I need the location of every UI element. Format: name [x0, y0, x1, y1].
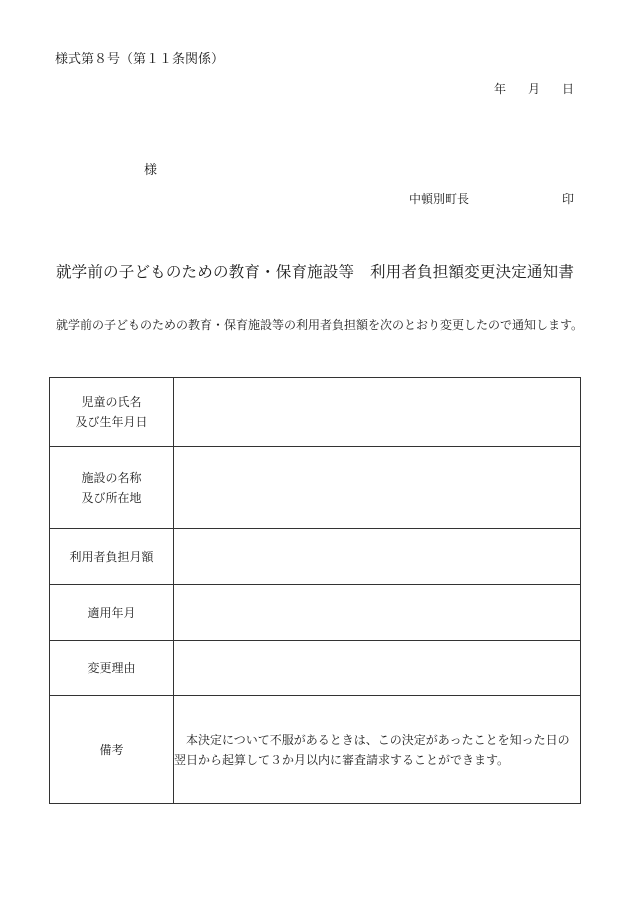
- value-effective-month: [174, 585, 581, 641]
- form-number: 様式第８号（第１１条関係）: [55, 52, 225, 67]
- label-line: 及び生年月日: [75, 415, 148, 429]
- table-row: [50, 641, 581, 696]
- value-monthly-fee: [174, 529, 581, 585]
- label-line: 変更理由: [87, 661, 136, 675]
- notice-table: [49, 377, 581, 804]
- label-line: 適用年月: [87, 605, 136, 620]
- date-day-label: 日: [561, 82, 574, 96]
- label-monthly-fee: [50, 529, 174, 585]
- label-change-reason: [50, 641, 174, 696]
- issuer-name: 中頓別町長: [409, 192, 470, 206]
- label-line: 利用者負担月額: [69, 549, 154, 564]
- recipient-suffix: 様: [144, 163, 158, 178]
- label-effective-month: [50, 585, 174, 641]
- label-line: 備考: [99, 742, 124, 757]
- table-row: [50, 696, 581, 804]
- label-facility-name-address: [50, 447, 174, 529]
- label-child-name-birthdate: [50, 378, 174, 447]
- table-row: [50, 447, 581, 529]
- document-title: 就学前の子どものための教育・保育施設等 利用者負担額変更決定通知書: [55, 263, 575, 281]
- label-remarks: [50, 696, 174, 804]
- value-change-reason: [174, 641, 581, 696]
- date-line: [494, 80, 574, 97]
- value-child-name-birthdate: [174, 378, 581, 447]
- date-year-label: 年: [493, 82, 506, 96]
- table-row: [50, 529, 581, 585]
- date-month-label: 月: [527, 82, 540, 96]
- label-line: 児童の氏名: [81, 395, 142, 409]
- value-facility-name-address: [174, 447, 581, 529]
- intro-text: 就学前の子どものための教育・保育施設等の利用者負担額を次のとおり変更したので通知します。: [56, 318, 584, 332]
- label-line: 施設の名称: [81, 470, 142, 485]
- label-line: 及び所在地: [81, 490, 142, 505]
- table-row: [50, 585, 581, 641]
- table-row: [50, 378, 581, 447]
- value-remarks: 本決定について不服があるときは、この決定があったことを知った日の翌日から起算して３か月以内に審査請求することができます。: [174, 696, 581, 804]
- seal-mark: 印: [561, 192, 574, 206]
